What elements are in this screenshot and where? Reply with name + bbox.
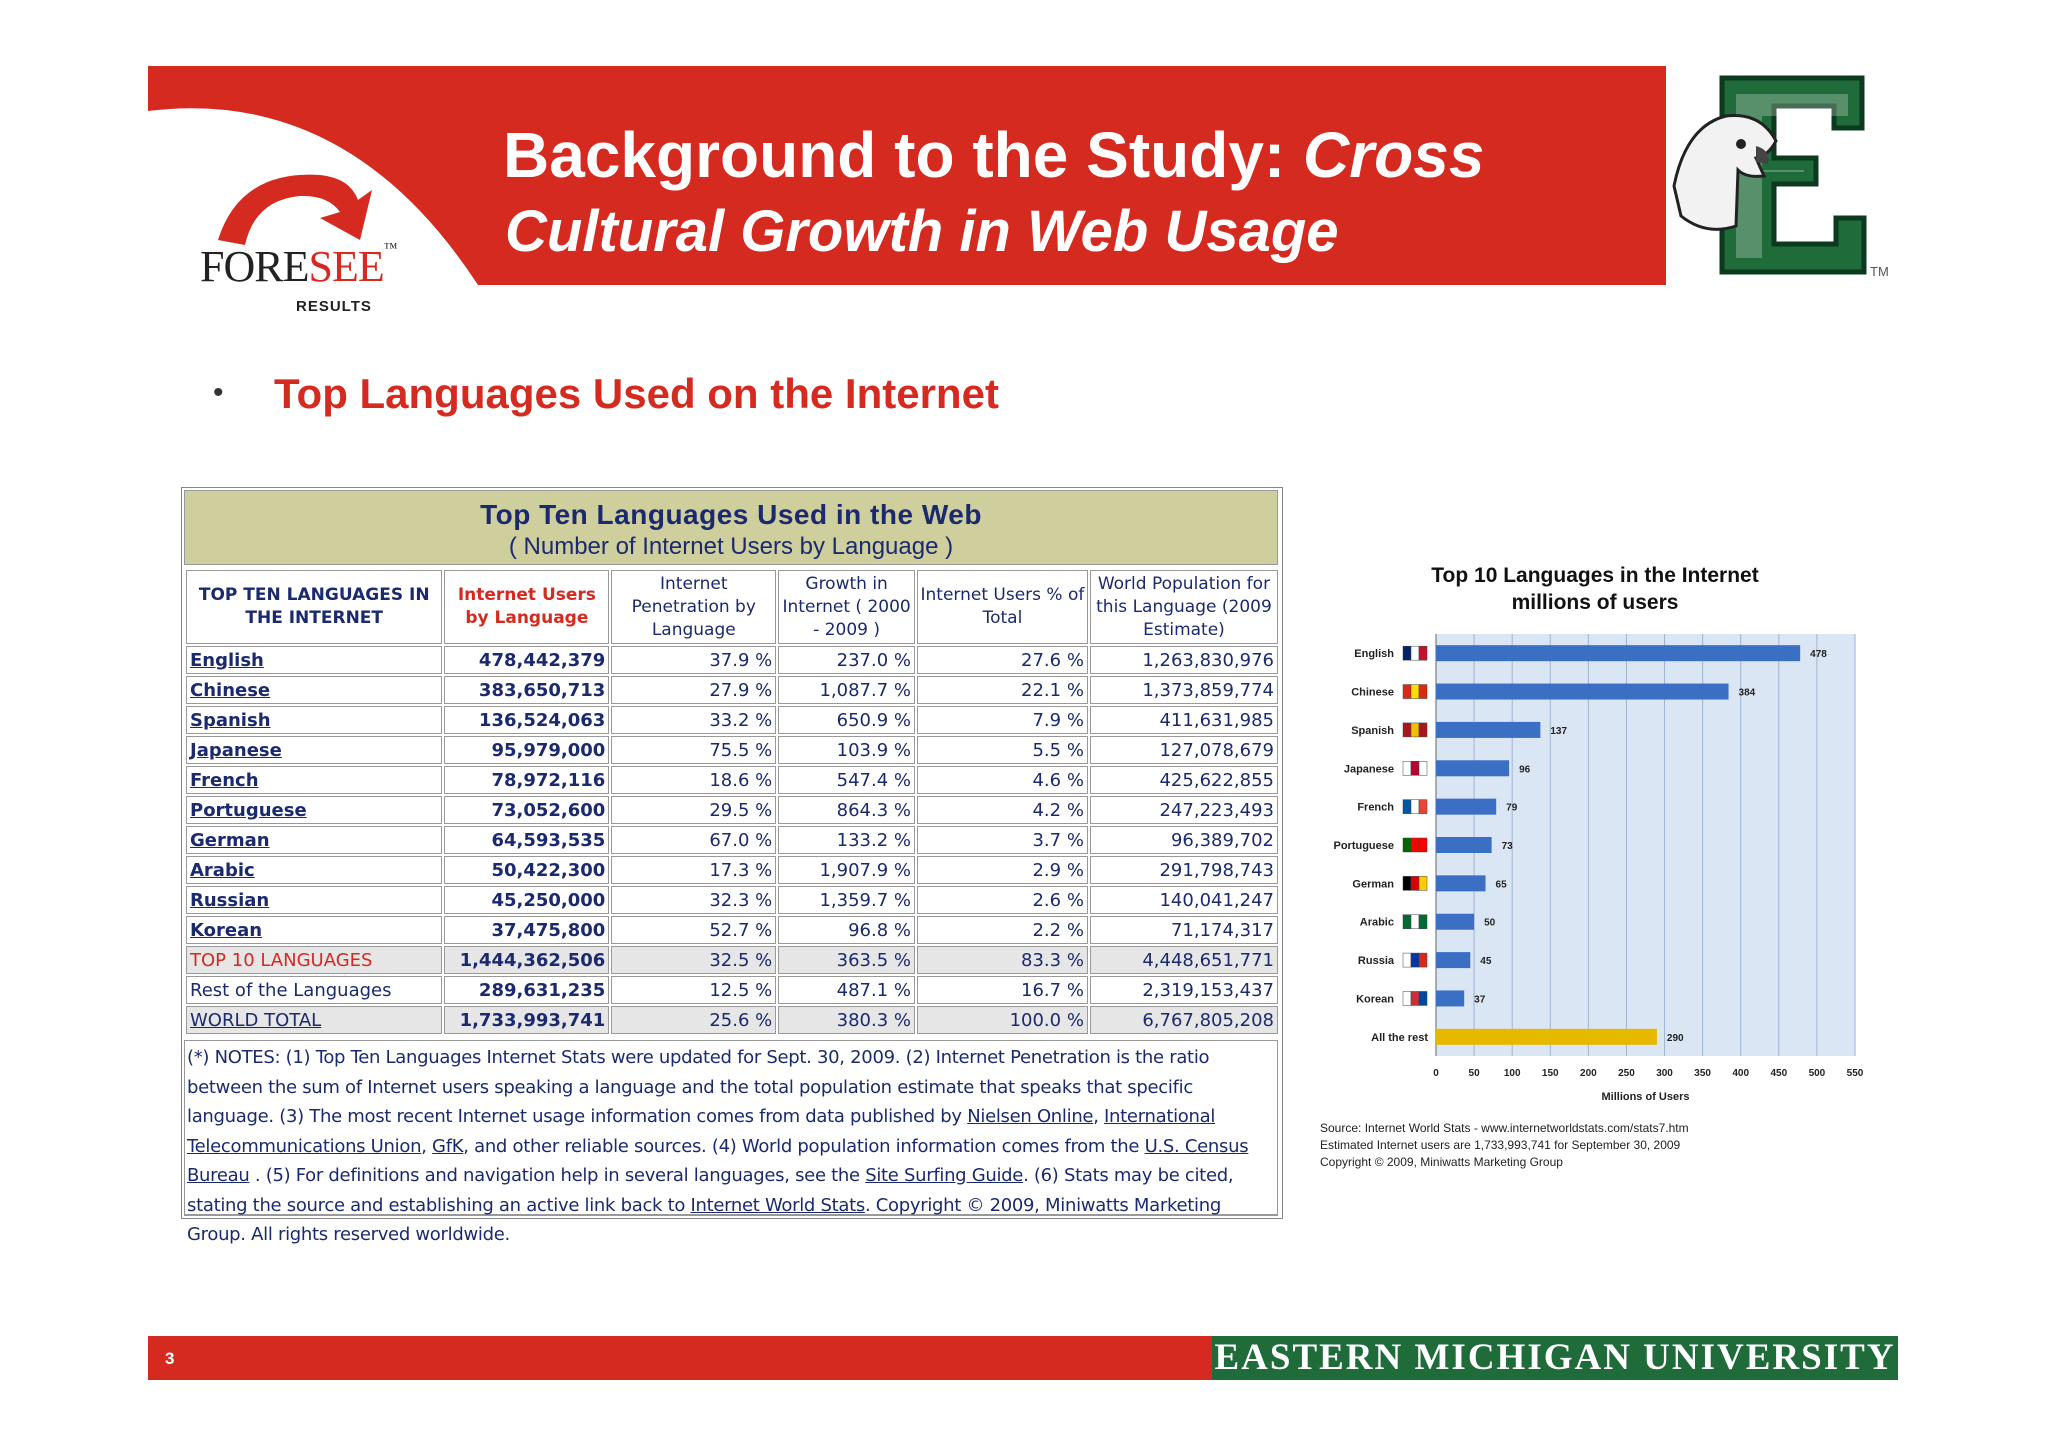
table-row: [186, 856, 1278, 884]
cell-population: 4,448,651,771: [1090, 946, 1278, 974]
col-header-population: World Population for this Language (2009 Estimate): [1090, 570, 1278, 644]
cell-users: 64,593,535: [444, 826, 609, 854]
language-link[interactable]: Portuguese: [190, 799, 307, 821]
cell-growth: 363.5 %: [778, 946, 915, 974]
flag-icon: [1403, 761, 1411, 775]
emu-wordmark: EASTERN MICHIGAN UNIVERSITY: [1212, 1336, 1898, 1380]
cell-growth: 96.8 %: [778, 916, 915, 944]
foresee-logo-text: FORESEE™: [200, 241, 397, 291]
cell-growth: 237.0 %: [778, 646, 915, 674]
cell-penetration: 17.3 %: [611, 856, 776, 884]
cell-users: 1,733,993,741: [444, 1006, 609, 1034]
bar: [1436, 1029, 1657, 1045]
chart-subtitle: millions of users: [1511, 591, 1679, 614]
world-total-link[interactable]: WORLD TOTAL: [190, 1009, 322, 1031]
x-tick-label: 300: [1656, 1068, 1673, 1079]
link-internet-world-stats[interactable]: Internet World Stats: [690, 1194, 865, 1216]
table-row: [186, 736, 1278, 764]
cell-penetration: 25.6 %: [611, 1006, 776, 1034]
bar-value-label: 137: [1550, 725, 1568, 737]
cell-growth: 103.9 %: [778, 736, 915, 764]
cell-growth: 864.3 %: [778, 796, 915, 824]
flag-icon: [1411, 800, 1419, 814]
cell-share: 5.5 %: [917, 736, 1088, 764]
cell-users: 37,475,800: [444, 916, 609, 944]
table-title-box: [184, 490, 1278, 565]
cell-share: 83.3 %: [917, 946, 1088, 974]
bar: [1436, 645, 1800, 661]
cell-language: Rest of the Languages: [186, 976, 442, 1004]
category-label: Russia: [1357, 955, 1394, 968]
col-header-language: TOP TEN LANGUAGES IN THE INTERNET: [186, 570, 442, 644]
table-notes: (*) NOTES: (1) Top Ten Languages Internet Stats were updated for Sept. 30, 2009. (2) Internet Penetration is the ratio between the sum of Internet users speaking a language and the total population estimate that speaks that specific language. (3) The most recent Internet usage information comes from data published by Nielsen Online, International Telecommunications Union, GfK, and other reliable sources. (4) World population information comes from the U.S. Census Bureau . (5) For definitions and navigation help in several languages, see the Site Surfing Guide. (6) Stats may be cited, stating the source and establishing an active link back to Internet World Stats. Copyright © 2009, Miniwatts Marketing Group. All rights reserved worldwide.: [187, 1047, 1249, 1245]
flag-icon: [1403, 685, 1411, 699]
cell-penetration: 29.5 %: [611, 796, 776, 824]
x-tick-label: 450: [1770, 1068, 1788, 1079]
cell-population: 1,373,859,774: [1090, 676, 1278, 704]
bar: [1436, 722, 1540, 738]
cell-penetration: 32.3 %: [611, 886, 776, 914]
cell-penetration: 33.2 %: [611, 706, 776, 734]
x-tick-label: 200: [1580, 1068, 1597, 1079]
x-tick-label: 400: [1732, 1068, 1750, 1079]
bar: [1436, 837, 1492, 853]
x-tick-label: 50: [1468, 1068, 1480, 1079]
col-header-share: Internet Users % of Total: [917, 570, 1088, 644]
cell-users: 478,442,379: [444, 646, 609, 674]
flag-icon: [1419, 876, 1427, 890]
cell-share: 16.7 %: [917, 976, 1088, 1004]
col-header-penetration: Internet Penetration by Language: [611, 570, 776, 644]
cell-penetration: 18.6 %: [611, 766, 776, 794]
cell-growth: 380.3 %: [778, 1006, 915, 1034]
emu-eagle-logo: [1666, 66, 1900, 285]
bar-value-label: 50: [1484, 917, 1496, 929]
table-row: [186, 916, 1278, 944]
category-label: Korean: [1356, 993, 1394, 1006]
table-header-row: [186, 570, 1278, 644]
cell-population: 96,389,702: [1090, 826, 1278, 854]
cell-users: 45,250,000: [444, 886, 609, 914]
bar-value-label: 478: [1810, 649, 1827, 661]
category-label: French: [1357, 801, 1394, 814]
flag-icon: [1403, 991, 1411, 1005]
chart-source-line: Copyright © 2009, Miniwatts Marketing Group: [1320, 1155, 1563, 1169]
cell-share: 2.9 %: [917, 856, 1088, 884]
cell-population: 411,631,985: [1090, 706, 1278, 734]
bar: [1436, 684, 1729, 700]
cell-penetration: 52.7 %: [611, 916, 776, 944]
flag-icon: [1411, 876, 1419, 890]
cell-penetration: 27.9 %: [611, 676, 776, 704]
flag-icon: [1411, 646, 1419, 660]
cell-population: 71,174,317: [1090, 916, 1278, 944]
table-subtitle: ( Number of Internet Users by Language ): [508, 533, 954, 560]
cell-population: 291,798,743: [1090, 856, 1278, 884]
col-header-users: Internet Users by Language: [444, 570, 609, 644]
x-axis-label: Millions of Users: [1601, 1091, 1690, 1103]
cell-users: 289,631,235: [444, 976, 609, 1004]
language-link[interactable]: English: [190, 649, 264, 671]
bar: [1436, 990, 1464, 1006]
category-label: English: [1354, 648, 1394, 661]
languages-bar-chart: [1310, 620, 1900, 1120]
bar: [1436, 760, 1509, 776]
x-tick-label: 500: [1808, 1068, 1826, 1079]
table-row: [186, 676, 1278, 704]
cell-share: 4.6 %: [917, 766, 1088, 794]
category-label: Chinese: [1351, 686, 1394, 699]
link-gfk[interactable]: GfK: [432, 1135, 464, 1157]
x-tick-label: 0: [1433, 1068, 1439, 1079]
flag-icon: [1403, 723, 1411, 737]
category-label: German: [1352, 878, 1394, 891]
cell-users: 1,444,362,506: [444, 946, 609, 974]
flag-icon: [1419, 953, 1427, 967]
flag-icon: [1403, 838, 1411, 852]
languages-table: [181, 487, 1283, 1245]
language-link[interactable]: Arabic: [190, 859, 255, 881]
language-link[interactable]: Chinese: [190, 679, 271, 701]
link-itu[interactable]: International Telecommunications Union: [187, 1106, 1216, 1157]
flag-icon: [1419, 915, 1427, 929]
cell-users: 78,972,116: [444, 766, 609, 794]
language-link[interactable]: German: [190, 829, 270, 851]
foresee-logo-subtext: RESULTS: [296, 298, 372, 315]
cell-growth: 1,087.7 %: [778, 676, 915, 704]
flag-icon: [1411, 915, 1419, 929]
chart-source-line: Estimated Internet users are 1,733,993,741 for September 30, 2009: [1320, 1138, 1681, 1152]
cell-share: 4.2 %: [917, 796, 1088, 824]
cell-penetration: 12.5 %: [611, 976, 776, 1004]
bar: [1436, 952, 1470, 968]
x-tick-label: 350: [1694, 1068, 1711, 1079]
cell-population: 127,078,679: [1090, 736, 1278, 764]
link-nielsen[interactable]: Nielsen Online: [967, 1106, 1094, 1127]
chart-source: [1320, 1120, 1689, 1171]
table-row: [186, 646, 1278, 674]
bar-value-label: 45: [1480, 956, 1492, 968]
cell-population: 425,622,855: [1090, 766, 1278, 794]
cell-share: 100.0 %: [917, 1006, 1088, 1034]
language-link[interactable]: Russian: [190, 889, 270, 911]
cell-penetration: 37.9 %: [611, 646, 776, 674]
cell-growth: 1,907.9 %: [778, 856, 915, 884]
category-label: All the rest: [1371, 1031, 1428, 1044]
table-row-rest: [186, 976, 1278, 1004]
flag-icon: [1403, 876, 1411, 890]
col-header-growth: Growth in Internet ( 2000 - 2009 ): [778, 570, 915, 644]
slide-title: Background to the Study: Cross: [503, 119, 1485, 191]
cell-growth: 487.1 %: [778, 976, 915, 1004]
flag-icon: [1403, 915, 1411, 929]
table-row-top10-total: [186, 946, 1278, 974]
cell-users: 383,650,713: [444, 676, 609, 704]
flag-icon: [1411, 953, 1419, 967]
svg-text:TM: TM: [1870, 264, 1889, 279]
category-label: Japanese: [1343, 763, 1394, 776]
cell-share: 22.1 %: [917, 676, 1088, 704]
cell-penetration: 75.5 %: [611, 736, 776, 764]
language-link[interactable]: French: [190, 769, 259, 791]
flag-icon: [1419, 838, 1427, 852]
cell-growth: 547.4 %: [778, 766, 915, 794]
cell-population: 6,767,805,208: [1090, 1006, 1278, 1034]
flag-icon: [1419, 991, 1427, 1005]
bar: [1436, 799, 1496, 815]
table-title: Top Ten Languages Used in the Web: [480, 499, 982, 530]
page-number: 3: [165, 1349, 175, 1368]
cell-share: 2.6 %: [917, 886, 1088, 914]
flag-icon: [1403, 800, 1411, 814]
bar-value-label: 73: [1501, 841, 1513, 852]
bar-value-label: 290: [1666, 1032, 1684, 1044]
table-row: [186, 706, 1278, 734]
bar-value-label: 384: [1738, 687, 1756, 699]
table-row: [186, 826, 1278, 854]
flag-icon: [1411, 685, 1419, 699]
category-label: Portuguese: [1333, 840, 1394, 852]
language-link[interactable]: Korean: [190, 919, 263, 941]
cell-users: 50,422,300: [444, 856, 609, 884]
x-tick-label: 150: [1541, 1068, 1559, 1079]
cell-users: 95,979,000: [444, 736, 609, 764]
cell-population: 2,319,153,437: [1090, 976, 1278, 1004]
flag-icon: [1419, 685, 1427, 699]
flag-icon: [1411, 723, 1419, 737]
bar-value-label: 96: [1519, 764, 1531, 776]
cell-population: 140,041,247: [1090, 886, 1278, 914]
flag-icon: [1419, 646, 1427, 660]
cell-penetration: 32.5 %: [611, 946, 776, 974]
cell-share: 2.2 %: [917, 916, 1088, 944]
cell-population: 1,263,830,976: [1090, 646, 1278, 674]
bar: [1436, 914, 1474, 930]
cell-share: 3.7 %: [917, 826, 1088, 854]
bullet-heading: Top Languages Used on the Internet: [274, 370, 999, 417]
flag-icon: [1403, 953, 1411, 967]
category-label: Arabic: [1359, 916, 1394, 929]
cell-growth: 133.2 %: [778, 826, 915, 854]
cell-share: 27.6 %: [917, 646, 1088, 674]
table-row: [186, 886, 1278, 914]
flag-icon: [1411, 991, 1419, 1005]
table-row: [186, 796, 1278, 824]
link-census[interactable]: U.S. Census Bureau: [187, 1135, 1249, 1186]
x-tick-label: 250: [1618, 1068, 1635, 1079]
flag-icon: [1419, 761, 1427, 775]
flag-icon: [1419, 723, 1427, 737]
chart-source-line: Source: Internet World Stats - www.internetworldstats.com/stats7.htm: [1320, 1121, 1689, 1135]
chart-title: Top 10 Languages in the Internet millions of users: [1320, 562, 1870, 616]
x-tick-label: 100: [1503, 1068, 1521, 1079]
flag-icon: [1411, 838, 1419, 852]
cell-users: 136,524,063: [444, 706, 609, 734]
bar-value-label: 37: [1474, 994, 1486, 1006]
slide-title-line2: Cultural Growth in Web Usage: [505, 199, 1339, 264]
link-site-surfing-guide[interactable]: Site Surfing Guide: [865, 1165, 1024, 1186]
flag-icon: [1419, 800, 1427, 814]
category-label: Spanish: [1351, 724, 1394, 737]
bar-value-label: 79: [1506, 802, 1518, 814]
cell-share: 7.9 %: [917, 706, 1088, 734]
foresee-arrow-icon: [200, 160, 400, 320]
bar-value-label: 65: [1495, 879, 1507, 891]
cell-users: 73,052,600: [444, 796, 609, 824]
cell-growth: 1,359.7 %: [778, 886, 915, 914]
bar: [1436, 875, 1486, 891]
language-link[interactable]: Spanish: [190, 709, 271, 731]
cell-language: TOP 10 LANGUAGES: [186, 946, 442, 974]
cell-population: 247,223,493: [1090, 796, 1278, 824]
cell-growth: 650.9 %: [778, 706, 915, 734]
table-row-world-total: [186, 1006, 1278, 1034]
cell-penetration: 67.0 %: [611, 826, 776, 854]
language-link[interactable]: Japanese: [190, 739, 282, 761]
languages-data-table: [184, 568, 1280, 1036]
flag-icon: [1411, 761, 1419, 775]
table-row: [186, 766, 1278, 794]
flag-icon: [1403, 646, 1411, 660]
x-tick-label: 550: [1846, 1068, 1864, 1079]
bullet-marker: •: [213, 376, 224, 409]
